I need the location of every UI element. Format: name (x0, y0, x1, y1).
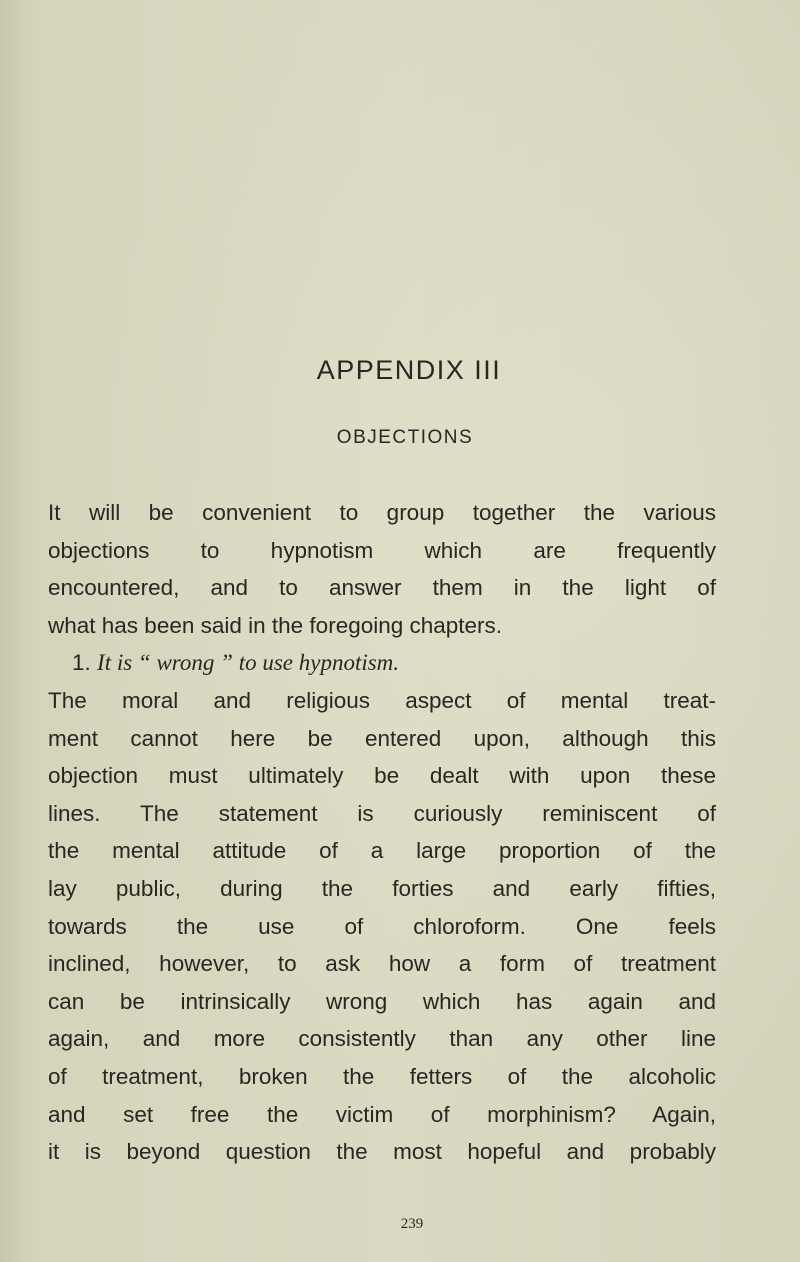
paragraph-line: lines. The statement is curiously reminiscent of (48, 800, 716, 826)
paragraph-line: the mental attitude of a large proportion of the (48, 838, 716, 864)
paragraph-line: inclined, however, to ask how a form of treatment (48, 951, 716, 977)
paragraph-line: lay public, during the forties and early fifties, (48, 875, 716, 901)
paragraph-line: what has been said in the foregoing chapters. (48, 612, 503, 638)
paragraph-line: encountered, and to answer them in the light of (48, 575, 716, 601)
section-title: OBJECTIONS (336, 427, 474, 448)
numbered-objection (48, 644, 716, 682)
paragraph-line: it is beyond question the most hopeful and probably (48, 1139, 716, 1165)
paragraph-line: It will be convenient to group together the various (48, 500, 716, 525)
paragraph-line: The moral and religious aspect of mental treat- (48, 687, 716, 713)
body-text (48, 494, 716, 1171)
page-number: 239 (400, 1216, 424, 1232)
paragraph-line: ment cannot here be entered upon, although this (48, 725, 716, 751)
objection-text: It is “ wrong ” to use hypnotism. (97, 650, 400, 676)
paragraph-line: and set free the victim of morphinism? Again, (48, 1101, 716, 1127)
paragraph-line: objection must ultimately be dealt with upon these (48, 763, 716, 789)
paragraph-line: of treatment, broken the fetters of the alcoholic (48, 1063, 716, 1089)
paragraph-line: again, and more consistently than any other line (48, 1026, 716, 1052)
appendix-title: APPENDIX III (316, 355, 502, 385)
objection-number: 1. (72, 650, 91, 676)
paragraph-line: objections to hypnotism which are frequently (48, 537, 716, 563)
paragraph-line: towards the use of chloroform. One feels (48, 913, 716, 939)
paragraph-line: can be intrinsically wrong which has again and (48, 988, 716, 1014)
